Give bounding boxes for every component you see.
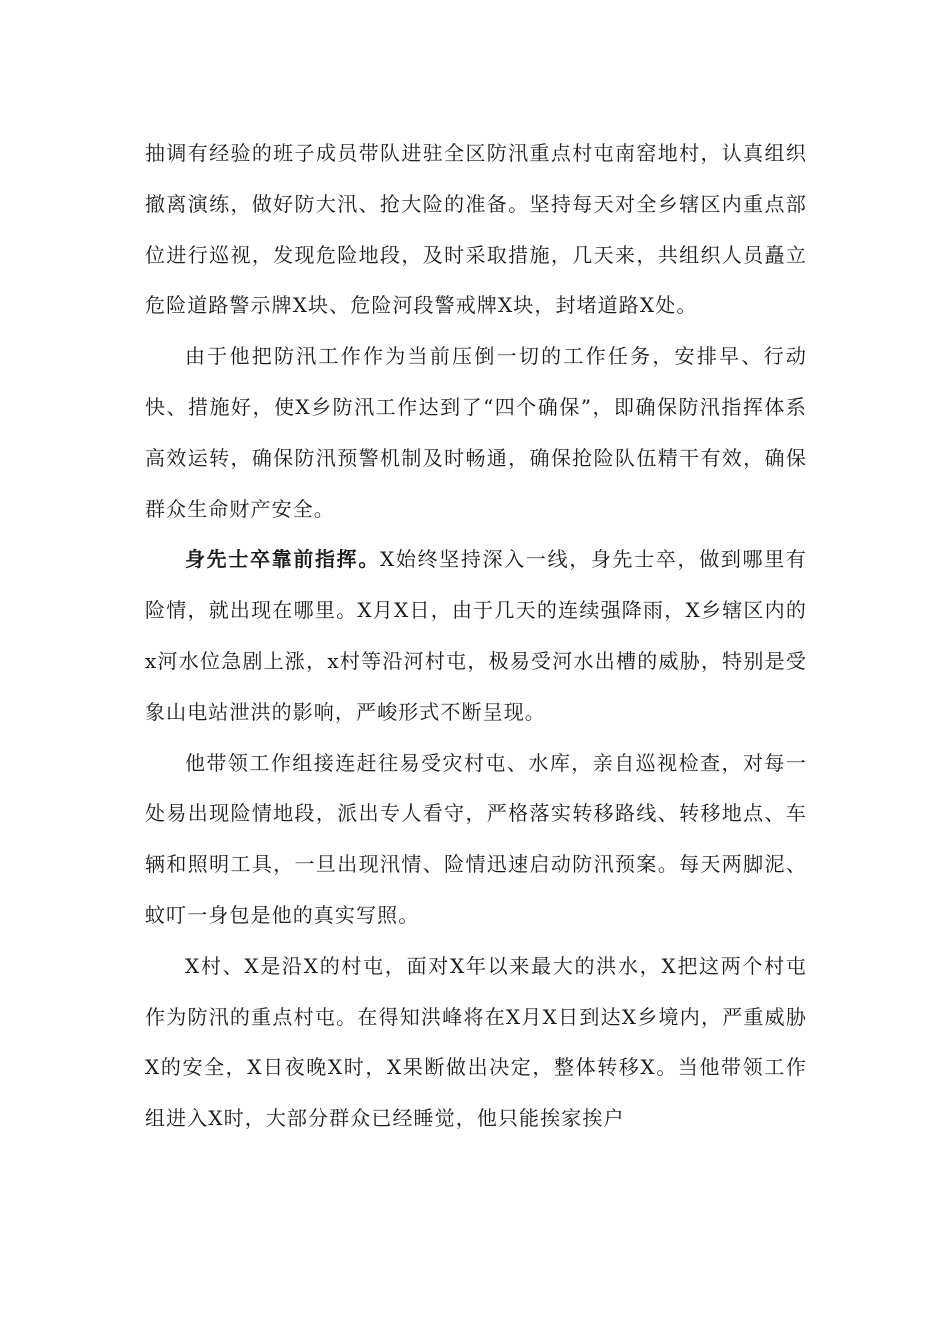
paragraph-3 <box>145 534 807 737</box>
paragraph-1-text: 抽调有经验的班子成员带队进驻全区防汛重点村屯南窑地村，认真组织撤离演练，做好防大汛、抢大险的准备。坚持每天对全乡辖区内重点部位进行巡视，发现危险地段，及时采取措施，几天来，共组织人员矗立危险道路警示牌X块、危险河段警戒牌X块，封堵道路X处。 <box>145 141 807 318</box>
paragraph-3-lead-heading: 身先士卒靠前指挥。 <box>185 547 380 572</box>
paragraph-3-text: X始终坚持深入一线，身先士卒，做到哪里有险情，就出现在哪里。X月X日，由于几天的连续强降雨，X乡辖区内的x河水位急剧上涨，x村等沿河村屯，极易受河水出槽的威胁，特别是受象山电站泄洪的影响，严峻形式不断呈现。 <box>145 547 807 724</box>
document-body <box>145 128 807 1144</box>
paragraph-5 <box>145 941 807 1144</box>
paragraph-1 <box>145 128 807 331</box>
paragraph-5-text: X村、X是沿X的村屯，面对X年以来最大的洪水，X把这两个村屯作为防汛的重点村屯。在得知洪峰将在X月X日到达X乡境内，严重威胁X的安全，X日夜晚X时，X果断做出决定，整体转移X。当他带领工作组进入X时，大部分群众已经睡觉，他只能挨家挨户 <box>145 953 807 1131</box>
paragraph-2-text: 由于他把防汛工作作为当前压倒一切的工作任务，安排早、行动快、措施好，使X乡防汛工作达到了“四个确保”，即确保防汛指挥体系高效运转，确保防汛预警机制及时畅通，确保抢险队伍精干有效，确保群众生命财产安全。 <box>145 344 807 521</box>
paragraph-4-text: 他带领工作组接连赶往易受灾村屯、水库，亲自巡视检查，对每一处易出现险情地段，派出专人看守，严格落实转移路线、转移地点、车辆和照明工具，一旦出现汛情、险情迅速启动防汛预案。每天两脚泥、蚊叮一身包是他的真实写照。 <box>145 750 807 927</box>
paragraph-2 <box>145 331 807 534</box>
paragraph-4 <box>145 738 807 941</box>
